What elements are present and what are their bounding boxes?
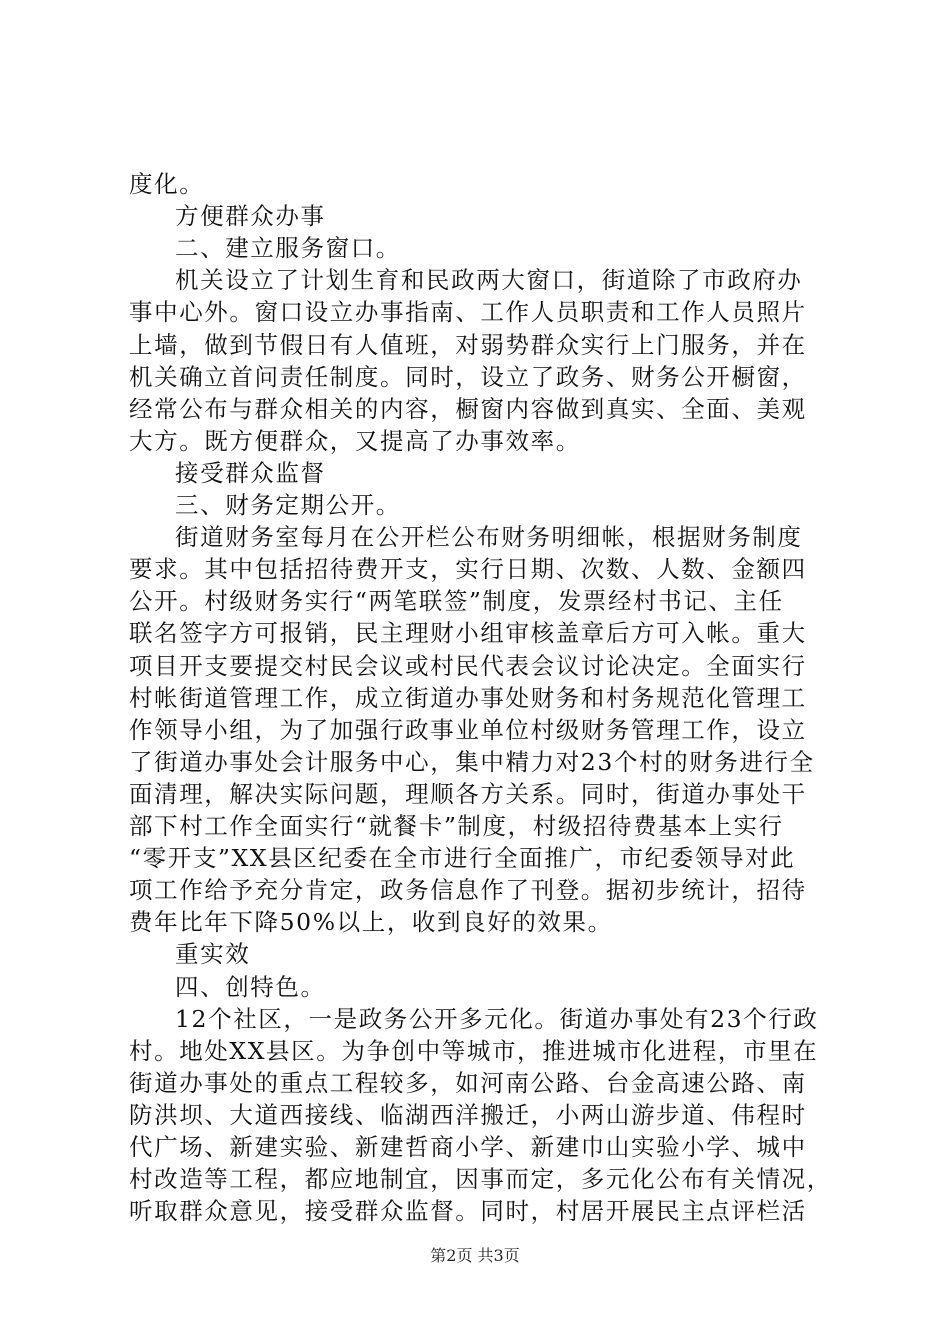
text-line: 事中心外。窗口设立办事指南、工作人员职责和工作人员照片 xyxy=(129,298,807,327)
text-line: 街道财务室每月在公开栏公布财务明细帐，根据财务制度 xyxy=(175,523,803,552)
text-line: 经常公布与群众相关的内容，橱窗内容做到真实、全面、美观 xyxy=(129,394,807,423)
text-line: 项目开支要提交村民会议或村民代表会议讨论决定。全面实行 xyxy=(129,651,807,680)
section-heading: 二、建立服务窗口。 xyxy=(175,234,401,263)
text-line: 要求。其中包括招待费开支，实行日期、次数、人数、金额四 xyxy=(129,555,807,584)
text-line: 上墙，做到节假日有人值班，对弱势群众实行上门服务，并在 xyxy=(129,330,807,359)
section-tagline: 方便群众办事 xyxy=(175,202,326,231)
text-line: 公开。村级财务实行“两笔联签”制度，发票经村书记、主任 xyxy=(129,587,784,616)
text-line: 代广场、新建实验、新建哲商小学、新建巾山实验小学、城中 xyxy=(129,1133,807,1161)
text-line: 度化。 xyxy=(129,170,205,198)
section-heading: 四、创特色。 xyxy=(175,972,326,1001)
section-heading: 三、财务定期公开。 xyxy=(175,491,401,519)
text-line: 项工作给予充分肯定，政务信息作了刊登。据初步统计，招待 xyxy=(129,876,807,905)
text-line: 听取群众意见，接受群众监督。同时，村居开展民主点评栏活 xyxy=(129,1197,807,1226)
text-line: 作领导小组，为了加强行政事业单位村级财务管理工作，设立 xyxy=(129,715,807,744)
page-footer: 第2页 共3页 xyxy=(430,1246,520,1265)
text-line: 12个社区，一是政务公开多元化。街道办事处有23个行政 xyxy=(175,1004,819,1033)
text-line: 费年比年下降50%以上，收到良好的效果。 xyxy=(129,908,613,937)
text-line: 部下村工作全面实行“就餐卡”制度，村级招待费基本上实行 xyxy=(129,812,784,840)
text-line: 街道办事处的重点工程较多，如河南公路、台金高速公路、南 xyxy=(129,1068,807,1097)
text-line: 村帐街道管理工作，成立街道办事处财务和村务规范化管理工 xyxy=(129,683,807,712)
text-line: 村改造等工程，都应地制宜，因事而定，多元化公布有关情况， xyxy=(129,1165,832,1194)
section-tagline: 接受群众监督 xyxy=(175,458,326,487)
text-line: 面清理，解决实际问题，理顺各方关系。同时，街道办事处干 xyxy=(129,779,807,808)
text-line: 联名签字方可报销，民主理财小组审核盖章后方可入帐。重大 xyxy=(129,619,807,648)
text-line: 机关设立了计划生育和民政两大窗口，街道除了市政府办 xyxy=(175,266,803,295)
text-line: 了街道办事处会计服务中心，集中精力对23个村的财务进行全 xyxy=(129,747,815,776)
text-line: 防洪坝、大道西接线、临湖西洋搬迁，小两山游步道、伟程时 xyxy=(129,1100,807,1129)
text-line: 村。地处XX县区。为争创中等城市，推进城市化进程，市里在 xyxy=(129,1036,819,1065)
section-tagline: 重实效 xyxy=(175,940,251,969)
text-line: “零开支”XX县区纪委在全市进行全面推广，市纪委领导对此 xyxy=(129,844,796,873)
text-line: 大方。既方便群众，又提高了办事效率。 xyxy=(129,426,581,455)
text-line: 机关确立首问责任制度。同时，设立了政务、财务公开橱窗， xyxy=(129,362,807,391)
